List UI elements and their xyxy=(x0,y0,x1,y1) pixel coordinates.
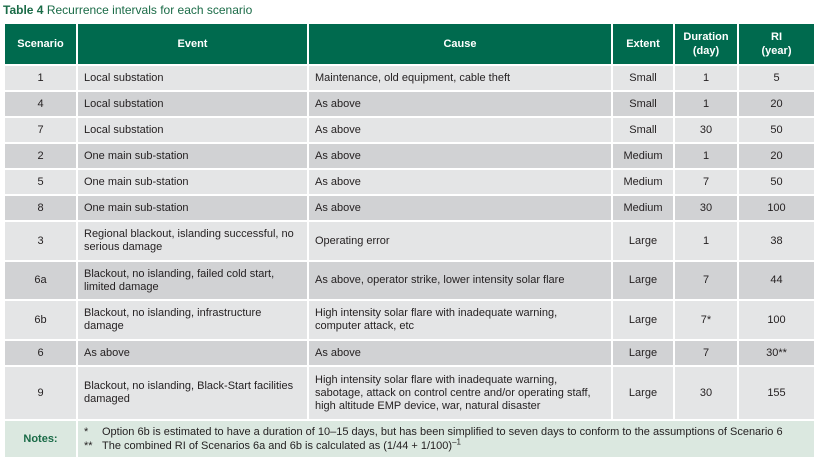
cell-cause: As above xyxy=(309,144,611,168)
cell-extent: Large xyxy=(613,301,673,339)
cell-scenario: 7 xyxy=(5,118,76,142)
cell-event: As above xyxy=(78,341,307,365)
cell-ri: 50 xyxy=(739,170,814,194)
cell-duration: 1 xyxy=(675,144,737,168)
table-row xyxy=(5,367,814,419)
cell-scenario: 6 xyxy=(5,341,76,365)
note-2-superscript: –1 xyxy=(452,437,461,447)
cell-scenario: 6b xyxy=(5,301,76,339)
note-2-text-wrap xyxy=(102,439,461,453)
note-2 xyxy=(84,439,808,453)
table-row xyxy=(5,118,814,142)
header-ri-label: RI xyxy=(771,31,782,43)
cell-ri: 20 xyxy=(739,144,814,168)
table-number: Table 4 xyxy=(3,3,44,17)
header-extent: Extent xyxy=(613,24,673,64)
cell-event: One main sub-station xyxy=(78,170,307,194)
header-duration-unit: (day) xyxy=(692,45,720,57)
cell-ri: 100 xyxy=(739,196,814,220)
cell-duration: 1 xyxy=(675,66,737,90)
table-caption: Recurrence intervals for each scenario xyxy=(46,3,253,17)
table-row xyxy=(5,222,814,260)
cell-event: Local substation xyxy=(78,118,307,142)
table-row xyxy=(5,262,814,299)
cell-event: Blackout, no islanding, failed cold start, limited damage xyxy=(78,262,307,299)
cell-event: Local substation xyxy=(78,66,307,90)
cell-ri: 20 xyxy=(739,92,814,116)
note-1-text: Option 6b is estimated to have a duration of 10–15 days, but has been simplified to seven days to conform to the assumptions of Scenario 6 xyxy=(102,426,783,438)
cell-scenario: 9 xyxy=(5,367,76,419)
header-cause: Cause xyxy=(309,24,611,64)
cell-extent: Large xyxy=(613,367,673,419)
table-row xyxy=(5,341,814,365)
cell-extent: Small xyxy=(613,92,673,116)
cell-event: Local substation xyxy=(78,92,307,116)
cell-extent: Small xyxy=(613,66,673,90)
notes-content xyxy=(78,421,814,457)
cell-event: Regional blackout, islanding successful, no serious damage xyxy=(78,222,307,260)
cell-duration: 1 xyxy=(675,92,737,116)
cell-extent: Medium xyxy=(613,170,673,194)
header-row xyxy=(5,24,814,64)
cell-scenario: 2 xyxy=(5,144,76,168)
cell-cause: As above xyxy=(309,92,611,116)
cell-extent: Large xyxy=(613,222,673,260)
cell-extent: Small xyxy=(613,118,673,142)
header-duration xyxy=(675,24,737,64)
cell-cause: As above xyxy=(309,170,611,194)
cell-extent: Large xyxy=(613,341,673,365)
table-row xyxy=(5,92,814,116)
table-row xyxy=(5,144,814,168)
cell-ri: 5 xyxy=(739,66,814,90)
cell-scenario: 3 xyxy=(5,222,76,260)
cell-ri: 50 xyxy=(739,118,814,142)
header-ri xyxy=(739,24,814,64)
header-event: Event xyxy=(78,24,307,64)
cell-scenario: 4 xyxy=(5,92,76,116)
cell-event: One main sub-station xyxy=(78,144,307,168)
notes-label: Notes: xyxy=(5,421,76,457)
cell-cause: As above xyxy=(309,196,611,220)
cell-cause: Maintenance, old equipment, cable theft xyxy=(309,66,611,90)
cell-cause: As above, operator strike, lower intensity solar flare xyxy=(309,262,611,299)
header-ri-unit: (year) xyxy=(761,45,792,57)
cell-duration: 7 xyxy=(675,262,737,299)
cell-ri: 100 xyxy=(739,301,814,339)
cell-cause: As above xyxy=(309,118,611,142)
cell-duration: 1 xyxy=(675,222,737,260)
cell-ri: 30** xyxy=(739,341,814,365)
cell-duration: 7 xyxy=(675,170,737,194)
table-row xyxy=(5,301,814,339)
cell-duration: 30 xyxy=(675,196,737,220)
cell-event: Blackout, no islanding, infrastructure damage xyxy=(78,301,307,339)
note-1 xyxy=(84,425,808,439)
cell-scenario: 5 xyxy=(5,170,76,194)
header-scenario: Scenario xyxy=(5,24,76,64)
cell-extent: Large xyxy=(613,262,673,299)
cell-cause: High intensity solar flare with inadequate warning, sabotage, attack on control centre and/or operating staff, high altitude EMP device, war, natural disaster xyxy=(309,367,611,419)
note-2-text: The combined RI of Scenarios 6a and 6b is calculated as (1/44 + 1/100) xyxy=(102,440,453,452)
cell-cause: High intensity solar flare with inadequate warning, computer attack, etc xyxy=(309,301,611,339)
cell-scenario: 1 xyxy=(5,66,76,90)
cell-scenario: 8 xyxy=(5,196,76,220)
table-row xyxy=(5,196,814,220)
cell-scenario: 6a xyxy=(5,262,76,299)
cell-duration: 30 xyxy=(675,118,737,142)
cell-ri: 155 xyxy=(739,367,814,419)
cell-duration: 30 xyxy=(675,367,737,419)
cell-duration: 7* xyxy=(675,301,737,339)
table-row xyxy=(5,66,814,90)
notes-row xyxy=(5,421,814,457)
cell-duration: 7 xyxy=(675,341,737,365)
note-2-mark: ** xyxy=(84,440,93,452)
recurrence-table xyxy=(3,22,815,459)
cell-extent: Medium xyxy=(613,196,673,220)
cell-cause: Operating error xyxy=(309,222,611,260)
table-title xyxy=(3,3,252,17)
header-duration-label: Duration xyxy=(683,31,729,43)
cell-extent: Medium xyxy=(613,144,673,168)
cell-ri: 44 xyxy=(739,262,814,299)
cell-event: One main sub-station xyxy=(78,196,307,220)
cell-ri: 38 xyxy=(739,222,814,260)
cell-cause: As above xyxy=(309,341,611,365)
note-1-mark: * xyxy=(84,426,89,438)
table-row xyxy=(5,170,814,194)
cell-event: Blackout, no islanding, Black-Start facilities damaged xyxy=(78,367,307,419)
